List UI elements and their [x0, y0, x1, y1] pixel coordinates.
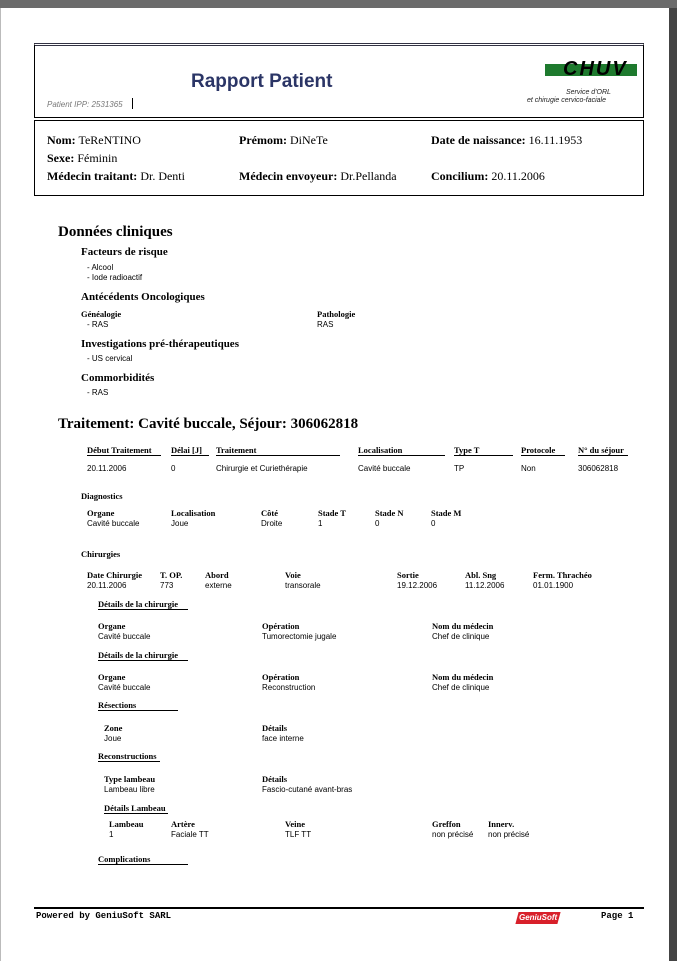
chir-abord: externe — [205, 581, 232, 590]
logo-subtitle-1: Service d'ORL — [566, 89, 611, 96]
chir-abl: 11.12.2006 — [465, 581, 505, 590]
comorb-title: Commorbidités — [81, 372, 155, 384]
th-sejour: N° du séjour — [578, 445, 628, 456]
chir-date: 20.11.2006 — [87, 581, 127, 590]
comorb-value: - RAS — [87, 388, 109, 397]
th-traitement: Traitement — [216, 445, 340, 456]
td-protocole: Non — [521, 464, 536, 473]
td-localisation: Cavité buccale — [358, 464, 411, 473]
td-traitement: Chirurgie et Curiethérapie — [216, 464, 308, 473]
det1-h-operation: Opération — [262, 621, 300, 631]
chir-h-sortie: Sortie — [397, 570, 419, 580]
medecin-traitant: Médecin traitant: Dr. Denti — [47, 169, 185, 183]
td-debut: 20.11.2006 — [87, 464, 127, 473]
risk-item: - Iode radioactif — [87, 273, 143, 282]
details-title-1: Détails de la chirurgie — [98, 599, 188, 610]
th-type: Type T — [454, 445, 513, 456]
det1-organe: Cavité buccale — [98, 632, 151, 641]
geniusoft-logo: GeniuSoft — [515, 909, 561, 929]
powered-by: Powered by GeniuSoft SARL — [36, 911, 172, 921]
chir-h-abord: Abord — [205, 570, 229, 580]
diag-h-stadet: Stade T — [318, 508, 346, 518]
det2-h-operation: Opération — [262, 672, 300, 682]
det1-h-medecin: Nom du médecin — [432, 621, 494, 631]
onco-title: Antécédents Oncologiques — [81, 291, 205, 303]
risk-item: - Alcool — [87, 263, 114, 272]
chir-h-voie: Voie — [285, 570, 301, 580]
chir-h-date: Date Chirurgie — [87, 570, 143, 580]
page-number: Page 1 — [601, 911, 634, 921]
concilium: Concilium: 20.11.2006 — [431, 169, 545, 183]
genealogie-label: Généalogie — [81, 309, 122, 319]
td-delai: 0 — [171, 464, 176, 473]
th-delai: Délai [J] — [171, 445, 209, 456]
lamb-innerv: non précisé — [488, 830, 530, 839]
recon-h-type: Type lambeau — [104, 774, 156, 784]
invest-title: Investigations pré-thérapeutiques — [81, 338, 239, 350]
det2-h-medecin: Nom du médecin — [432, 672, 494, 682]
risk-title: Facteurs de risque — [81, 246, 168, 258]
patient-prenom: Prémom: DiNeTe — [239, 133, 328, 147]
diag-localisation: Joue — [171, 519, 189, 528]
logo-subtitle-2: et chirugie cervico-faciale — [527, 97, 606, 104]
diag-organe: Cavité buccale — [87, 519, 140, 528]
lamb-greffon: non précisé — [432, 830, 474, 839]
chuv-logo — [545, 60, 637, 86]
th-protocole: Protocole — [521, 445, 565, 456]
chir-h-top: T. OP. — [160, 570, 183, 580]
det1-medecin: Chef de clinique — [432, 632, 490, 641]
lamb-h-veine: Veine — [285, 819, 305, 829]
logo-text: CHUV — [563, 58, 628, 80]
diag-stadem: 0 — [431, 519, 436, 528]
det1-h-organe: Organe — [98, 621, 126, 631]
resections-title: Résections — [98, 700, 178, 711]
recon-details: Fascio-cutané avant-bras — [262, 785, 353, 794]
lamb-h-greffon: Greffon — [432, 819, 461, 829]
details-title-2: Détails de la chirurgie — [98, 650, 188, 661]
diag-h-stadem: Stade M — [431, 508, 462, 518]
patient-ipp: Patient IPP: 2531365 — [47, 100, 123, 109]
lamb-veine: TLF TT — [285, 830, 312, 839]
lamb-lambeau: 1 — [109, 830, 114, 839]
chir-voie: transorale — [285, 581, 321, 590]
diag-h-staden: Stade N — [375, 508, 404, 518]
td-sejour: 306062818 — [578, 464, 619, 473]
lamb-h-lambeau: Lambeau — [109, 819, 144, 829]
diag-staden: 0 — [375, 519, 380, 528]
chir-title: Chirurgies — [81, 549, 121, 559]
chir-sortie: 19.12.2006 — [397, 581, 438, 590]
diag-h-localisation: Localisation — [171, 508, 216, 518]
chir-ferm: 01.01.1900 — [533, 581, 574, 590]
det2-organe: Cavité buccale — [98, 683, 151, 692]
diag-cote: Droite — [261, 519, 283, 528]
text-cursor — [132, 98, 133, 109]
th-debut: Début Traitement — [87, 445, 161, 456]
invest-value: - US cervical — [87, 354, 133, 363]
report-title: Rapport Patient — [191, 71, 333, 92]
complications-title: Complications — [98, 854, 188, 865]
page-shadow — [669, 8, 677, 961]
patient-info-box — [34, 120, 644, 196]
diag-h-cote: Côté — [261, 508, 278, 518]
det2-medecin: Chef de clinique — [432, 683, 490, 692]
th-localisation: Localisation — [358, 445, 445, 456]
recon-title: Reconstructions — [98, 751, 160, 762]
diag-stadet: 1 — [318, 519, 323, 528]
res-zone: Joue — [104, 734, 122, 743]
clinical-section-title: Données cliniques — [58, 224, 173, 240]
det2-h-organe: Organe — [98, 672, 126, 682]
lamb-h-artere: Artère — [171, 819, 195, 829]
patient-nom: Nom: TeReNTINO — [47, 133, 141, 147]
res-h-zone: Zone — [104, 723, 123, 733]
td-type: TP — [454, 464, 465, 473]
medecin-envoyeur: Médecin envoyeur: Dr.Pellanda — [239, 169, 397, 183]
chir-top: 773 — [160, 581, 174, 590]
pathologie-value: RAS — [317, 320, 334, 329]
chir-h-ferm: Ferm. Thrachéo — [533, 570, 592, 580]
det2-operation: Reconstruction — [262, 683, 316, 692]
res-h-details: Détails — [262, 723, 288, 733]
diag-h-organe: Organe — [87, 508, 115, 518]
chir-h-abl: Abl. Sng — [465, 570, 497, 580]
lambeau-title: Détails Lambeau — [104, 803, 168, 814]
genealogie-value: - RAS — [87, 320, 109, 329]
report-page — [0, 8, 669, 961]
res-details: face interne — [262, 734, 304, 743]
treatment-title: Traitement: Cavité buccale, Séjour: 306062818 — [58, 416, 359, 432]
diag-title: Diagnostics — [81, 491, 123, 501]
recon-type: Lambeau libre — [104, 785, 155, 794]
pathologie-label: Pathologie — [317, 309, 356, 319]
recon-h-details: Détails — [262, 774, 288, 784]
patient-sexe: Sexe: Féminin — [47, 151, 118, 165]
patient-dob: Date de naissance: 16.11.1953 — [431, 133, 583, 147]
det1-operation: Tumorectomie jugale — [262, 632, 337, 641]
lamb-artere: Faciale TT — [171, 830, 209, 839]
lamb-h-innerv: Innerv. — [488, 819, 515, 829]
